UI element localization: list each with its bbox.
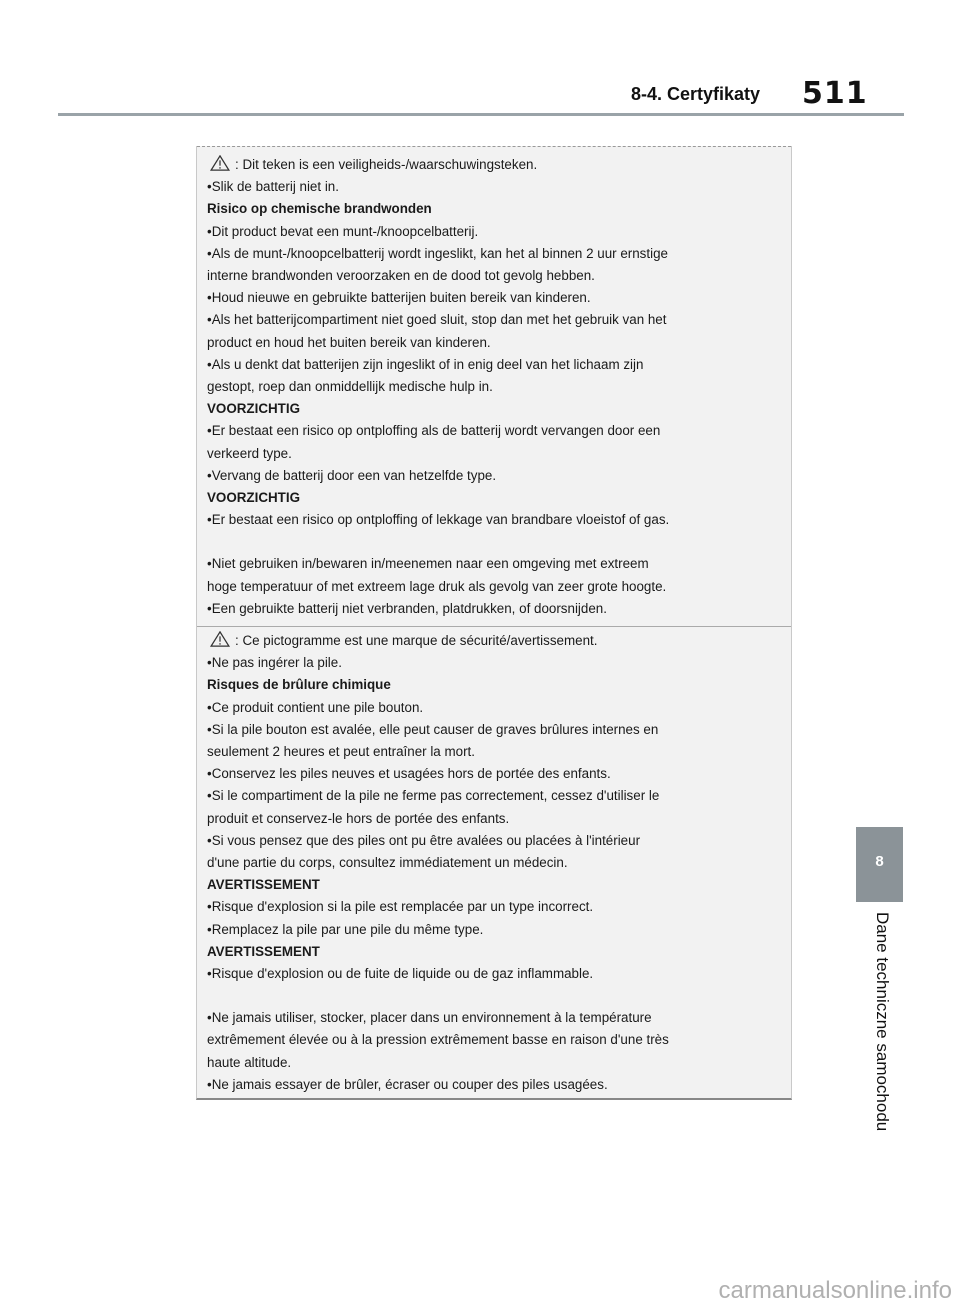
text-line: gestopt, roep dan onmiddellijk medische hulp in.: [207, 379, 493, 395]
text-line: •Als het batterijcompartiment niet goed sluit, stop dan met het gebruik van het: [207, 312, 667, 328]
text-line: d'une partie du corps, consultez immédiatement un médecin.: [207, 855, 568, 871]
text-line: •Houd nieuwe en gebruikte batterijen buiten bereik van kinderen.: [207, 290, 591, 306]
warning-triangle-icon: [209, 631, 231, 647]
warning-statement-nl: [207, 154, 765, 176]
text-line: product en houd het buiten bereik van kinderen.: [207, 334, 491, 350]
text-line: hoge temperatuur of met extreem lage druk als gevolg van zeer grote hoogte.: [207, 578, 667, 594]
chapter-number: 8: [875, 853, 884, 870]
text-line: •Er bestaat een risico op ontploffing of lekkage van brandbare vloeistof of gas.: [207, 512, 670, 528]
section-title: 8-4. Certyfikaty: [630, 84, 760, 104]
text-line: •Conservez les piles neuves et usagées hors de portée des enfants.: [207, 766, 611, 782]
scanned-certificate-label: [196, 146, 792, 1100]
section-heading: Risques de brûlure chimique: [207, 677, 391, 693]
warning-text-fr: : Ce pictogramme est une marque de sécurité/avertissement.: [235, 633, 598, 648]
text-line: •Slik de batterij niet in.: [207, 179, 339, 195]
dutch-warning-block: [207, 154, 765, 620]
warning-triangle-icon: [209, 155, 231, 171]
text-line: •Ne pas ingérer la pile.: [207, 655, 342, 671]
text-line: seulement 2 heures et peut entraîner la mort.: [207, 744, 475, 760]
section-heading: VOORZICHTIG: [207, 401, 300, 417]
french-lines: [207, 652, 765, 1096]
text-line: •Dit product bevat een munt-/knoopcelbatterij.: [207, 223, 479, 239]
text-line: produit et conservez-le hors de portée des enfants.: [207, 810, 510, 826]
page-number: 511: [802, 76, 868, 111]
text-line: •Vervang de batterij door een van hetzelfde type.: [207, 467, 497, 483]
text-line: verkeerd type.: [207, 445, 292, 461]
text-line: •Er bestaat een risico op ontploffing als de batterij wordt vervangen door een: [207, 423, 661, 439]
dutch-lines: [207, 176, 765, 620]
blank-line: [207, 531, 765, 553]
text-line: haute altitude.: [207, 1054, 292, 1070]
warning-statement-fr: [207, 630, 765, 652]
text-line: •Ne jamais utiliser, stocker, placer dans un environnement à la température: [207, 1010, 652, 1026]
chapter-tab[interactable]: [856, 827, 903, 902]
blank-line: [207, 985, 765, 1007]
text-line: interne brandwonden veroorzaken en de dood tot gevolg hebben.: [207, 268, 595, 284]
text-line: •Als de munt-/knoopcelbatterij wordt ingeslikt, kan het al binnen 2 uur ernstige: [207, 245, 668, 261]
text-line: •Een gebruikte batterij niet verbranden, platdrukken, of doorsnijden.: [207, 600, 607, 616]
watermark: carmanualsonline.info: [718, 1277, 952, 1304]
text-line: •Als u denkt dat batterijen zijn ingeslikt of in enig deel van het lichaam zijn: [207, 356, 644, 372]
text-line: •Si la pile bouton est avalée, elle peut causer de graves brûlures internes en: [207, 721, 659, 737]
section-divider: [197, 626, 791, 627]
section-heading: AVERTISSEMENT: [207, 943, 320, 959]
text-line: •Si le compartiment de la pile ne ferme pas correctement, cessez d'utiliser le: [207, 788, 660, 804]
text-line: •Risque d'explosion si la pile est remplacée par un type incorrect.: [207, 899, 594, 915]
header-rule: [58, 113, 904, 116]
warning-text-nl: : Dit teken is een veiligheids-/waarschuwingsteken.: [235, 157, 538, 172]
page-header: [0, 76, 960, 116]
text-line: •Remplacez la pile par une pile du même type.: [207, 921, 484, 937]
section-heading: Risico op chemische brandwonden: [207, 201, 432, 217]
dashed-top-border: [197, 146, 791, 147]
text-line: •Niet gebruiken in/bewaren in/meenemen naar een omgeving met extreem: [207, 556, 649, 572]
french-warning-block: [207, 630, 765, 1096]
text-line: extrêmement élevée ou à la pression extrêmement basse en raison d'une très: [207, 1032, 669, 1048]
chapter-label: Dane techniczne samochodu: [873, 912, 892, 1132]
text-line: •Risque d'explosion ou de fuite de liquide ou de gaz inflammable.: [207, 966, 594, 982]
section-heading: AVERTISSEMENT: [207, 877, 320, 893]
text-line: •Ce produit contient une pile bouton.: [207, 699, 424, 715]
text-line: •Ne jamais essayer de brûler, écraser ou couper des piles usagées.: [207, 1076, 608, 1092]
section-heading: VOORZICHTIG: [207, 490, 300, 506]
text-line: •Si vous pensez que des piles ont pu être avalées ou placées à l'intérieur: [207, 832, 641, 848]
